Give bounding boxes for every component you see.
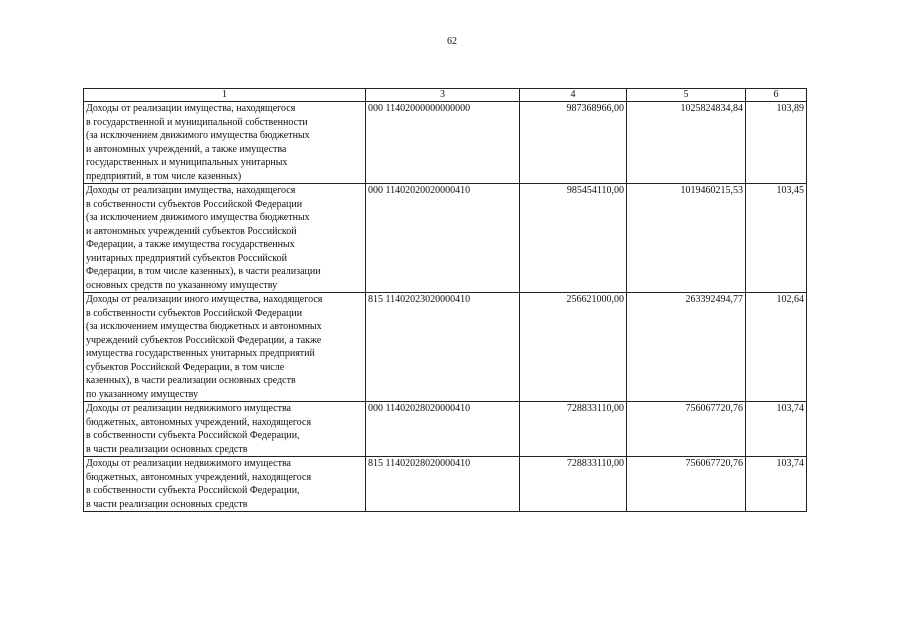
description-line: (за исключением движимого имущества бюджетных [86,130,310,141]
description-line: в части реализации основных средств [86,443,248,455]
description-line: учреждений субъектов Российской Федерации, а также [86,334,322,346]
row-fact-amount: 263392494,77 [627,293,746,402]
row-description [84,102,366,184]
row-description [84,293,366,402]
row-fact-amount: 1025824834,84 [627,102,746,184]
description-line: в собственности субъектов Российской Федерации [86,307,303,319]
description-line: по указанному имуществу [86,388,198,400]
description-line: бюджетных, автономных учреждений, находящегося [86,471,312,483]
description-line: предприятий, в том числе казенных) [86,170,242,182]
description-line: Доходы от реализации имущества, находящегося [86,103,296,114]
row-plan-amount: 985454110,00 [520,184,627,293]
row-description [84,184,366,293]
description-line: основных средств по указанному имуществу [86,279,278,291]
row-code: 000 11402028020000410 [366,402,520,457]
row-percent: 103,74 [746,457,807,512]
table-row [84,402,807,457]
row-percent: 103,74 [746,402,807,457]
revenue-table [83,88,807,512]
row-description [84,457,366,512]
description-line: в собственности субъекта Российской Федерации, [86,485,300,496]
row-description [84,402,366,457]
row-code: 815 11402023020000410 [366,293,520,402]
description-line: и автономных учреждений субъектов Российской [86,225,297,237]
description-line: и автономных учреждений, а также имущества [86,143,287,155]
description-line: Доходы от реализации недвижимого имущества [86,458,291,469]
row-percent: 103,45 [746,184,807,293]
description-line: имущества государственных унитарных предприятий [86,348,315,359]
page-number: 62 [447,36,457,47]
table-header-row [84,89,807,102]
column-header-fact: 5 [627,89,746,102]
row-code: 000 11402000000000000 [366,102,520,184]
description-line: (за исключением движимого имущества бюджетных [86,212,310,223]
description-line: Федерации, а также имущества государственных [86,239,295,250]
description-line: Доходы от реализации недвижимого имущества [86,403,291,414]
column-header-description: 1 [84,89,366,102]
row-percent: 103,89 [746,102,807,184]
column-header-percent: 6 [746,89,807,102]
table-row [84,184,807,293]
description-line: государственных и муниципальных унитарных [86,157,288,168]
row-percent: 102,64 [746,293,807,402]
row-plan-amount: 728833110,00 [520,402,627,457]
column-header-code: 3 [366,89,520,102]
table-row [84,457,807,512]
description-line: Доходы от реализации имущества, находящегося [86,185,296,196]
table-row [84,102,807,184]
row-fact-amount: 756067720,76 [627,402,746,457]
table-row [84,293,807,402]
description-line: бюджетных, автономных учреждений, находящегося [86,416,312,428]
description-line: в собственности субъекта Российской Федерации, [86,430,300,441]
row-fact-amount: 1019460215,53 [627,184,746,293]
row-plan-amount: 728833110,00 [520,457,627,512]
description-line: в собственности субъектов Российской Федерации [86,198,303,210]
description-line: Доходы от реализации иного имущества, находящегося [86,294,323,305]
description-line: в части реализации основных средств [86,498,248,510]
row-code: 815 11402028020000410 [366,457,520,512]
column-header-plan: 4 [520,89,627,102]
row-plan-amount: 987368966,00 [520,102,627,184]
row-plan-amount: 256621000,00 [520,293,627,402]
row-fact-amount: 756067720,76 [627,457,746,512]
description-line: унитарных предприятий субъектов Российской [86,252,287,264]
row-code: 000 11402020020000410 [366,184,520,293]
description-line: (за исключением имущества бюджетных и автономных [86,321,322,332]
description-line: в государственной и муниципальной собственности [86,116,308,128]
description-line: казенных), в части реализации основных средств [86,375,296,386]
description-line: субъектов Российской Федерации, в том числе [86,361,285,373]
table-body [84,102,807,512]
description-line: Федерации, в том числе казенных), в части реализации [86,266,321,277]
